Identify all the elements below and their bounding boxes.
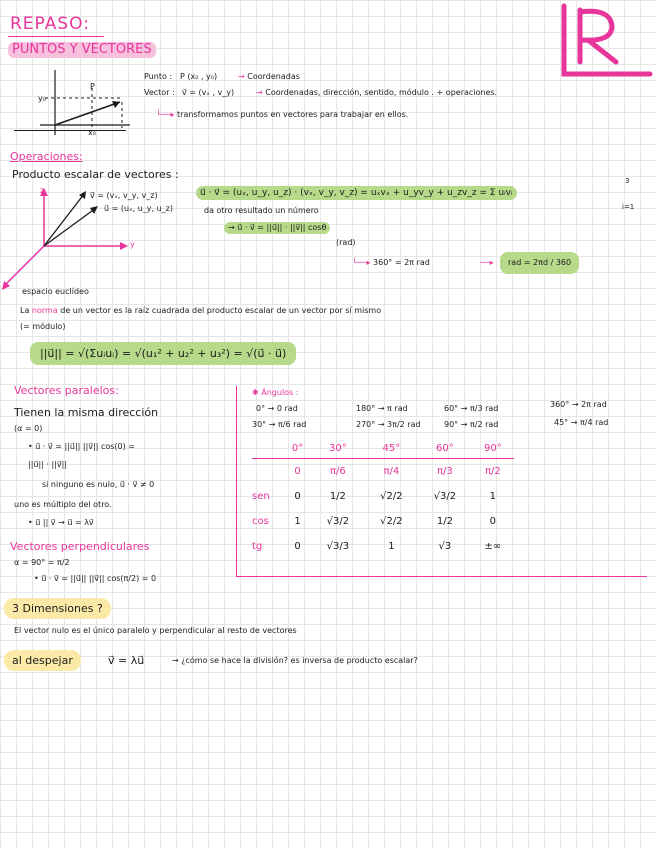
rad-formula: rad = 2πd / 360 [500,252,579,274]
norma-word: norma [31,306,58,315]
axis-z-label: z [40,186,45,195]
trig-header-cell: 30° [311,438,365,459]
vector-formula: v⃗ = (vₓ , v_y) [182,88,235,97]
norma-formula: ||u⃗|| = √(Σuᵢuᵢ) = √(u₁² + u₂² + u₃²) = √(u⃗ · u⃗) [30,342,296,365]
perpendiculares-line1: α = 90° = π/2 [14,558,70,567]
angulo-conv-1: 180° → π rad [356,404,408,413]
transform-note: └──▸ transformamos puntos en vectores para trabajar en ellos. [156,110,409,119]
angulo-conv-3: 360° → 2π rad [550,400,607,409]
graph-y-label: y₀ [38,94,46,103]
paralelos-line5: si ninguno es nulo, u⃗ · v⃗ ≠ 0 [42,480,155,489]
rad-conversion-text: 360° = 2π rad [373,258,430,267]
angulo-conv-2: 60° → π/3 rad [444,404,499,413]
norma-text-pre: La [20,306,30,315]
norma-text-line2: (= módulo) [20,322,66,331]
despejar-formula: v⃗ = λu⃗ [108,654,145,667]
paralelos-line1: Tienen la misma dirección [14,406,159,419]
espacio-label: espacio euclídeo [22,287,89,296]
trig-cell: π/4 [383,466,400,477]
trig-cell: π/3 [437,466,453,477]
trig-table-row [252,459,514,485]
paralelos-line6: uno es múltiplo del otro. [14,500,112,509]
trig-row-label: cos [252,516,269,527]
angulo-conv-6: 90° → π/2 rad [444,420,499,429]
intro-separator [14,130,126,131]
dimensiones-question: 3 Dimensiones ? [4,598,111,619]
punto-note-text: Coordenadas [247,72,300,81]
nulo-note: El vector nulo es el único paralelo y perpendicular al resto de vectores [14,626,297,635]
perpendiculares-heading: Vectores perpendiculares [10,540,150,553]
angulos-heading: ✱ Ángulos : [252,388,299,397]
lr-logo [558,2,654,80]
trig-cell: 0 [489,516,497,527]
trig-cell: 0 [294,466,301,477]
trig-table-header [252,438,514,459]
angulo-conv-5: 270° → 3π/2 rad [356,420,421,429]
trig-cell: √2/2 [380,491,403,502]
trig-header-cell: 60° [418,438,472,459]
trig-cell: 1 [294,516,301,527]
trig-cell: √3 [438,541,452,552]
norma-text [20,306,381,316]
trig-row-label: sen [252,491,270,502]
trig-row-label [252,459,284,485]
page-subtitle: PUNTOS Y VECTORES [8,42,156,58]
trig-cell: 1/2 [329,491,346,502]
transform-note-text: transformamos puntos en vectores para trabajar en ellos. [177,110,409,119]
u-def: u⃗ = (uₓ, u_y, u_z) [104,204,173,213]
trig-row-label: tg [252,541,263,552]
punto-formula: P (x₀ , y₀) [180,72,218,81]
paralelos-line4: ||u⃗|| · ||v⃗|| [28,460,67,469]
trig-cell: 1 [388,541,395,552]
trig-header-cell: 0° [284,438,311,459]
norma-text-post: de un vector es la raíz cuadrada del producto escalar de un vector por sí mismo [60,306,382,315]
trig-cell: √3/3 [326,541,350,552]
axis-y-label: y [130,240,135,249]
axes-3d-diagram [0,186,140,298]
trig-cell: 1/2 [436,516,453,527]
producto-escalar-title: Producto escalar de vectores : [12,168,179,181]
rad-arrow: ──▸ [480,258,494,267]
sum-lower-limit: i=1 [622,203,635,211]
trig-header-cell: 90° [472,438,514,459]
trig-cell: √3/2 [433,491,457,502]
graph-point-label: P [90,82,95,91]
trig-table-row [252,509,514,534]
trig-cell: 0 [294,541,301,552]
graph-x-label: x₀ [88,128,96,137]
trig-cell: √2/2 [380,516,403,527]
trig-cell: π/6 [329,466,346,477]
resultado-note: da otro resultado un número [204,206,319,215]
despejar-question: → ¿cómo se hace la división? es inversa de producto escalar? [172,656,418,665]
angulo-conv-4: 30° → π/6 rad [252,420,307,429]
paralelos-line3: • u⃗ · v⃗ = ||u⃗|| ||v⃗|| cos(0) = [28,442,135,451]
dot-product-formula: u⃗ · v⃗ = (uₓ, u_y, u_z) · (vₓ, v_y, v_z) = uₓvₓ + u_yv_y + u_zv_z = Σ uᵢvᵢ [196,186,517,200]
angulo-conv-7: 45° → π/4 rad [554,418,609,427]
trig-header-cell [252,438,284,459]
vector-note: → Coordenadas, dirección, sentido, módulo . + operaciones. [256,88,498,97]
perpendiculares-line2: • u⃗ · v⃗ = ||u⃗|| ||v⃗|| cos(π/2) = 0 [34,574,157,583]
punto-label: Punto : [144,72,173,81]
trig-table-row [252,484,514,509]
trig-cell: ±∞ [484,541,502,552]
trig-cell: √3/2 [326,516,350,527]
vector-label: Vector : [144,88,175,97]
paralelos-line2: (α = 0) [14,424,43,433]
v-def: v⃗ = (vₓ, v_y, v_z) [90,191,158,200]
sum-upper-limit: 3 [625,177,630,185]
cos-formula: → u⃗ · v⃗ = ||u⃗|| · ||v⃗|| cosθ [224,222,330,234]
paralelos-line7: • u⃗ || v⃗ → u⃗ = λv⃗ [28,518,94,527]
operaciones-heading: Operaciones: [10,150,83,163]
title-underline [8,36,104,37]
despejar-label: al despejar [4,650,81,671]
trig-table [252,438,514,559]
rad-label: (rad) [336,238,356,247]
rad-conversion: └──▸ 360° = 2π rad [352,258,430,267]
trig-header-cell: 45° [365,438,419,459]
punto-note: → Coordenadas [238,72,300,81]
trig-cell: 1 [489,491,497,502]
trig-cell: π/2 [484,466,501,477]
paralelos-heading: Vectores paralelos: [14,384,119,397]
angulo-conv-0: 0° → 0 rad [256,404,298,413]
trig-table-row [252,534,514,559]
vector-note-text: Coordenadas, dirección, sentido, módulo . + operaciones. [265,88,498,97]
page-title: REPASO: [10,14,90,34]
trig-cell: 0 [294,491,301,502]
